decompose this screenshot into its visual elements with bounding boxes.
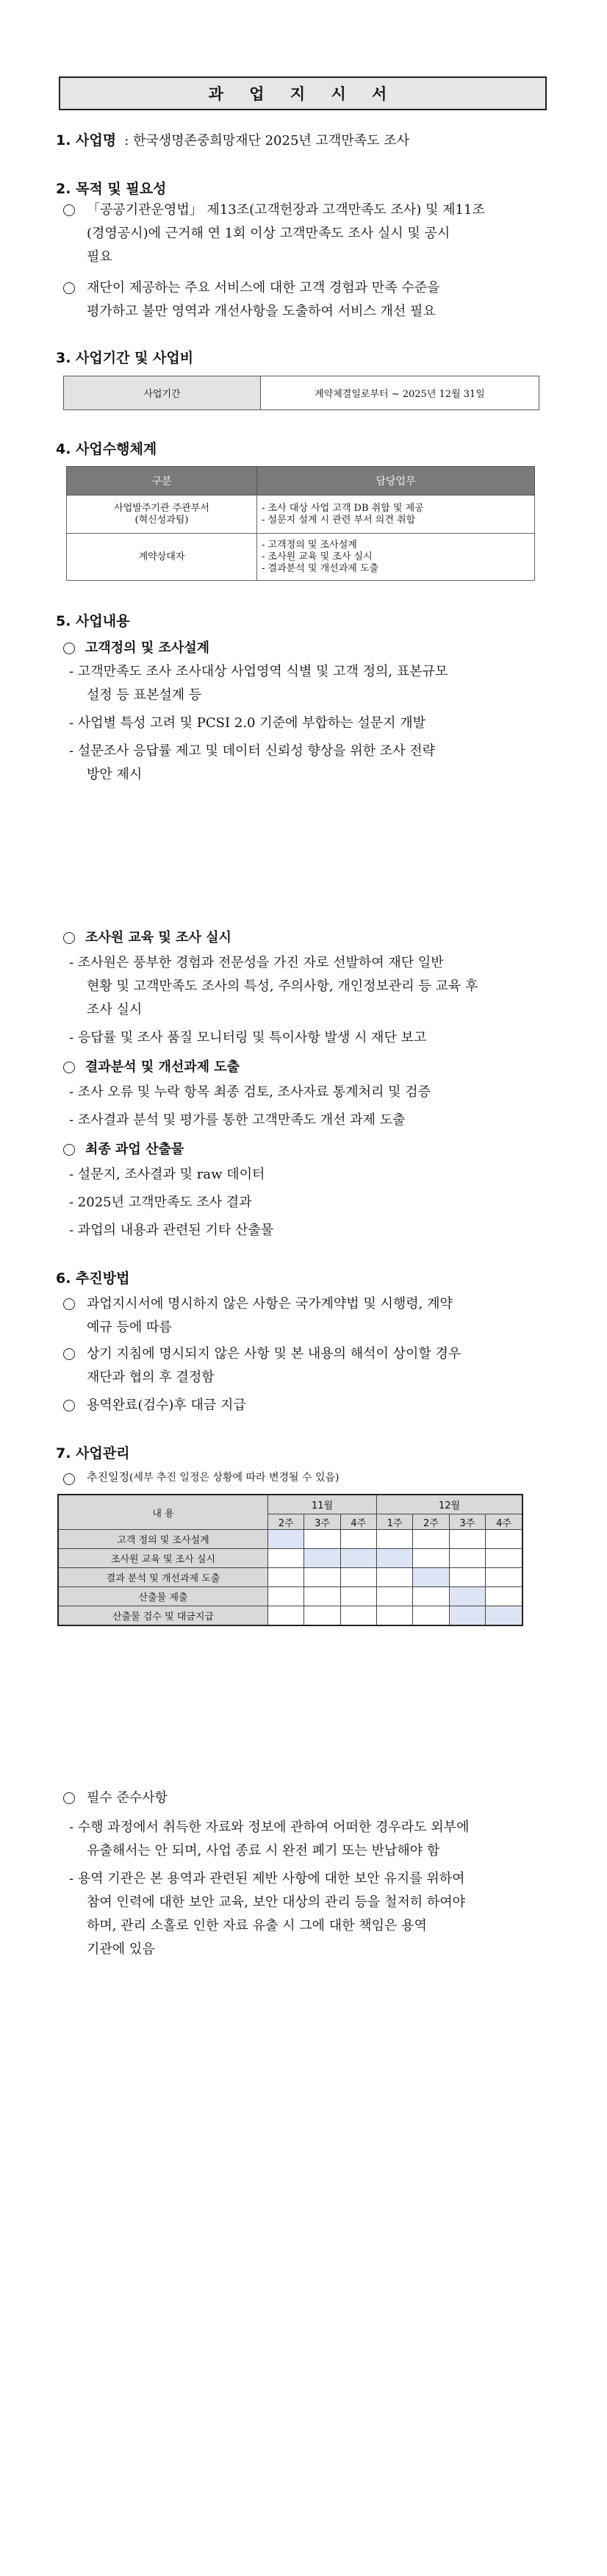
schedule-cell [413, 1530, 449, 1549]
content-item: 조사 실시 [87, 1002, 143, 1017]
period-value: 계약체결일로부터 ~ 2025년 12월 31일 [261, 376, 539, 410]
org-dept: (혁신성과팀) [134, 514, 189, 526]
method-line: 재단과 협의 후 결정함 [87, 1370, 215, 1385]
schedule-cell [268, 1606, 304, 1626]
content-item: - 사업별 특성 고려 및 PCSI 2.0 기준에 부합하는 설문지 개발 [69, 715, 426, 731]
circle-bullet-icon [63, 1144, 75, 1156]
task-name: 산출물 검수 및 대금지급 [58, 1606, 268, 1626]
method-line: 용역완료(검수)후 대금 지급 [87, 1398, 246, 1413]
method-line: 상기 지침에 명시되지 않은 사항 및 본 내용의 해석이 상이할 경우 [87, 1346, 461, 1362]
section-4-heading: 4. 사업수행체계 [56, 441, 157, 457]
schedule-cell [304, 1606, 340, 1626]
schedule-cell [449, 1549, 485, 1568]
schedule-cell [413, 1606, 449, 1626]
month-header: 11월 [268, 1495, 377, 1514]
duty-item: - 고객정의 및 조사설계 [262, 539, 357, 551]
col-header-category: 구분 [67, 467, 257, 495]
schedule-cell [485, 1568, 522, 1587]
circle-bullet-icon [63, 643, 75, 654]
section-2-heading: 2. 목적 및 필요성 [56, 181, 167, 197]
content-item: 설정 등 표본설계 등 [87, 687, 202, 703]
subsection-title: 결과분석 및 개선과제 도출 [85, 1059, 240, 1075]
circle-bullet-icon [63, 1298, 75, 1310]
schedule-cell [304, 1587, 340, 1606]
week-header: 1주 [376, 1514, 412, 1530]
purpose-line: 평가하고 불만 영역과 개선사항을 도출하여 서비스 개선 필요 [87, 304, 436, 319]
task-name: 고객 정의 및 조사설계 [58, 1530, 268, 1549]
content-item: - 설문조사 응답률 제고 및 데이터 신뢰성 향상을 위한 조사 전략 [69, 743, 435, 759]
schedule-cell-active [340, 1549, 376, 1568]
circle-bullet-icon [63, 1348, 75, 1360]
schedule-cell [340, 1587, 376, 1606]
section-7-heading: 7. 사업관리 [56, 1445, 130, 1461]
schedule-cell [485, 1587, 522, 1606]
org-name: 사업발주기관 주관부서 [114, 502, 209, 514]
section-6-heading: 6. 추진방법 [56, 1270, 130, 1287]
schedule-cell [340, 1530, 376, 1549]
circle-bullet-icon [63, 1400, 75, 1412]
content-item: - 설문지, 조사결과 및 raw 데이터 [69, 1167, 265, 1182]
task-name: 조사원 교육 및 조사 실시 [58, 1549, 268, 1568]
duty-item: - 조사 대상 사업 고객 DB 취합 및 제공 [262, 502, 424, 514]
schedule-row [58, 1587, 522, 1606]
schedule-cell-active [304, 1549, 340, 1568]
purpose-line: 「공공기관운영법」 제13조(고객헌장과 고객만족도 조사) 및 제11조 [87, 202, 485, 218]
document-title-box [59, 76, 547, 110]
schedule-cell [268, 1549, 304, 1568]
circle-bullet-icon [63, 1062, 75, 1073]
subsection-title: 조사원 교육 및 조사 실시 [85, 930, 231, 945]
schedule-cell [340, 1568, 376, 1587]
week-header: 3주 [304, 1514, 340, 1530]
schedule-row [58, 1568, 522, 1587]
schedule-row [58, 1549, 522, 1568]
purpose-line: 필요 [87, 249, 112, 265]
schedule-row [58, 1530, 522, 1549]
schedule-cell-active [268, 1530, 304, 1549]
content-item: - 응답률 및 조사 품질 모니터링 및 특이사항 발생 시 재단 보고 [69, 1030, 427, 1045]
org-cell [67, 495, 257, 534]
purpose-line: (경영공시)에 근거해 연 1회 이상 고객만족도 조사 실시 및 공시 [87, 226, 450, 241]
duty-cell [257, 495, 535, 534]
week-header: 4주 [340, 1514, 376, 1530]
schedule-cell [304, 1530, 340, 1549]
duty-cell [257, 534, 535, 581]
purpose-line: 재단이 제공하는 주요 서비스에 대한 고객 경험과 만족 수준을 [87, 280, 440, 296]
content-item: 현황 및 고객만족도 조사의 특성, 주의사항, 개인정보관리 등 교육 후 [87, 978, 478, 994]
schedule-label: 추진일정 [87, 1470, 129, 1484]
circle-bullet-icon [63, 1792, 75, 1804]
week-header: 2주 [413, 1514, 449, 1530]
schedule-cell [485, 1549, 522, 1568]
schedule-cell [268, 1568, 304, 1587]
period-table [63, 376, 539, 410]
task-name: 산출물 제출 [58, 1587, 268, 1606]
week-header: 4주 [485, 1514, 522, 1530]
section-1 [56, 129, 409, 153]
schedule-cell-active [449, 1587, 485, 1606]
section-1-heading: 1. 사업명 [56, 132, 117, 149]
period-label: 사업기간 [64, 376, 261, 410]
schedule-cell [449, 1568, 485, 1587]
method-line: 예규 등에 따름 [87, 1320, 172, 1335]
schedule-cell [376, 1587, 412, 1606]
content-item: - 고객만족도 조사 조사대상 사업영역 식별 및 고객 정의, 표본규모 [69, 664, 448, 679]
compliance-item: - 수행 과정에서 취득한 자료와 정보에 관하여 어떠한 경우라도 외부에 [69, 1820, 470, 1835]
section-5-heading: 5. 사업내용 [56, 613, 130, 629]
schedule-cell-active [449, 1606, 485, 1626]
duty-item: - 결과분석 및 개선과제 도출 [262, 562, 379, 574]
subsection-title: 최종 과업 산출물 [85, 1142, 184, 1157]
content-header: 내 용 [58, 1495, 268, 1530]
content-item: 방안 제시 [87, 767, 143, 782]
circle-bullet-icon [63, 282, 75, 294]
section-3-heading: 3. 사업기간 및 사업비 [56, 350, 194, 366]
project-name: : 한국생명존중희망재단 2025년 고객만족도 조사 [124, 133, 409, 149]
schedule-cell [413, 1587, 449, 1606]
schedule-cell [340, 1606, 376, 1626]
circle-bullet-icon [63, 1473, 75, 1485]
schedule-cell [413, 1549, 449, 1568]
content-item: - 과업의 내용과 관련된 기타 산출물 [69, 1223, 274, 1238]
schedule-cell-active [485, 1606, 522, 1626]
schedule-cell [376, 1568, 412, 1587]
task-name: 결과 분석 및 개선과제 도출 [58, 1568, 268, 1587]
circle-bullet-icon [63, 204, 75, 216]
compliance-item: 참여 인력에 대한 보안 교육, 보안 대상의 관리 등을 철저히 하여야 [87, 1895, 466, 1910]
schedule-cell [376, 1606, 412, 1626]
circle-bullet-icon [63, 932, 75, 944]
month-header: 12월 [376, 1495, 522, 1514]
method-line: 과업지시서에 명시하지 않은 사항은 국가계약법 및 시행령, 계약 [87, 1296, 453, 1312]
schedule-cell [485, 1530, 522, 1549]
content-item: - 조사 오류 및 누락 항목 최종 검토, 조사자료 통계처리 및 검증 [69, 1084, 431, 1100]
compliance-item: 기관에 있음 [87, 1942, 155, 1957]
schedule-cell [304, 1568, 340, 1587]
content-item: - 2025년 고객만족도 조사 결과 [69, 1195, 252, 1210]
schedule-table [57, 1494, 523, 1626]
schedule-cell [449, 1530, 485, 1549]
col-header-duty: 담당업무 [257, 467, 535, 495]
week-header: 3주 [449, 1514, 485, 1530]
schedule-cell [376, 1530, 412, 1549]
content-item: - 조사원은 풍부한 경험과 전문성을 가진 자로 선발하여 재단 일반 [69, 955, 444, 970]
subsection-title: 고객정의 및 조사설계 [85, 640, 210, 656]
schedule-caption [87, 1469, 339, 1484]
compliance-item: 유출해서는 안 되며, 사업 종료 시 완전 폐기 또는 반납해야 함 [87, 1843, 440, 1858]
compliance-item: 하며, 관리 소홀로 인한 자료 유출 시 그에 대한 책임은 용역 [87, 1918, 427, 1933]
schedule-row [58, 1606, 522, 1626]
schedule-cell [268, 1587, 304, 1606]
contractor-cell: 계약상대자 [67, 534, 257, 581]
schedule-cell-active [376, 1549, 412, 1568]
content-item: - 조사결과 분석 및 평가를 통한 고객만족도 개선 과제 도출 [69, 1112, 406, 1128]
schedule-note: (세부 추진 일정은 상황에 따라 변경될 수 있음) [129, 1472, 340, 1484]
execution-table [66, 466, 535, 581]
compliance-item: - 용역 기관은 본 용역과 관련된 제반 사항에 대한 보안 유지를 위하여 [69, 1871, 465, 1886]
compliance-title: 필수 준수사항 [87, 1790, 168, 1806]
week-header: 2주 [268, 1514, 304, 1530]
duty-item: - 조사원 교육 및 조사 실시 [262, 551, 373, 562]
document-title: 과 업 지 시 서 [208, 85, 398, 103]
schedule-cell-active [413, 1568, 449, 1587]
duty-item: - 설문지 설계 시 관련 부서 의견 취합 [262, 514, 416, 526]
